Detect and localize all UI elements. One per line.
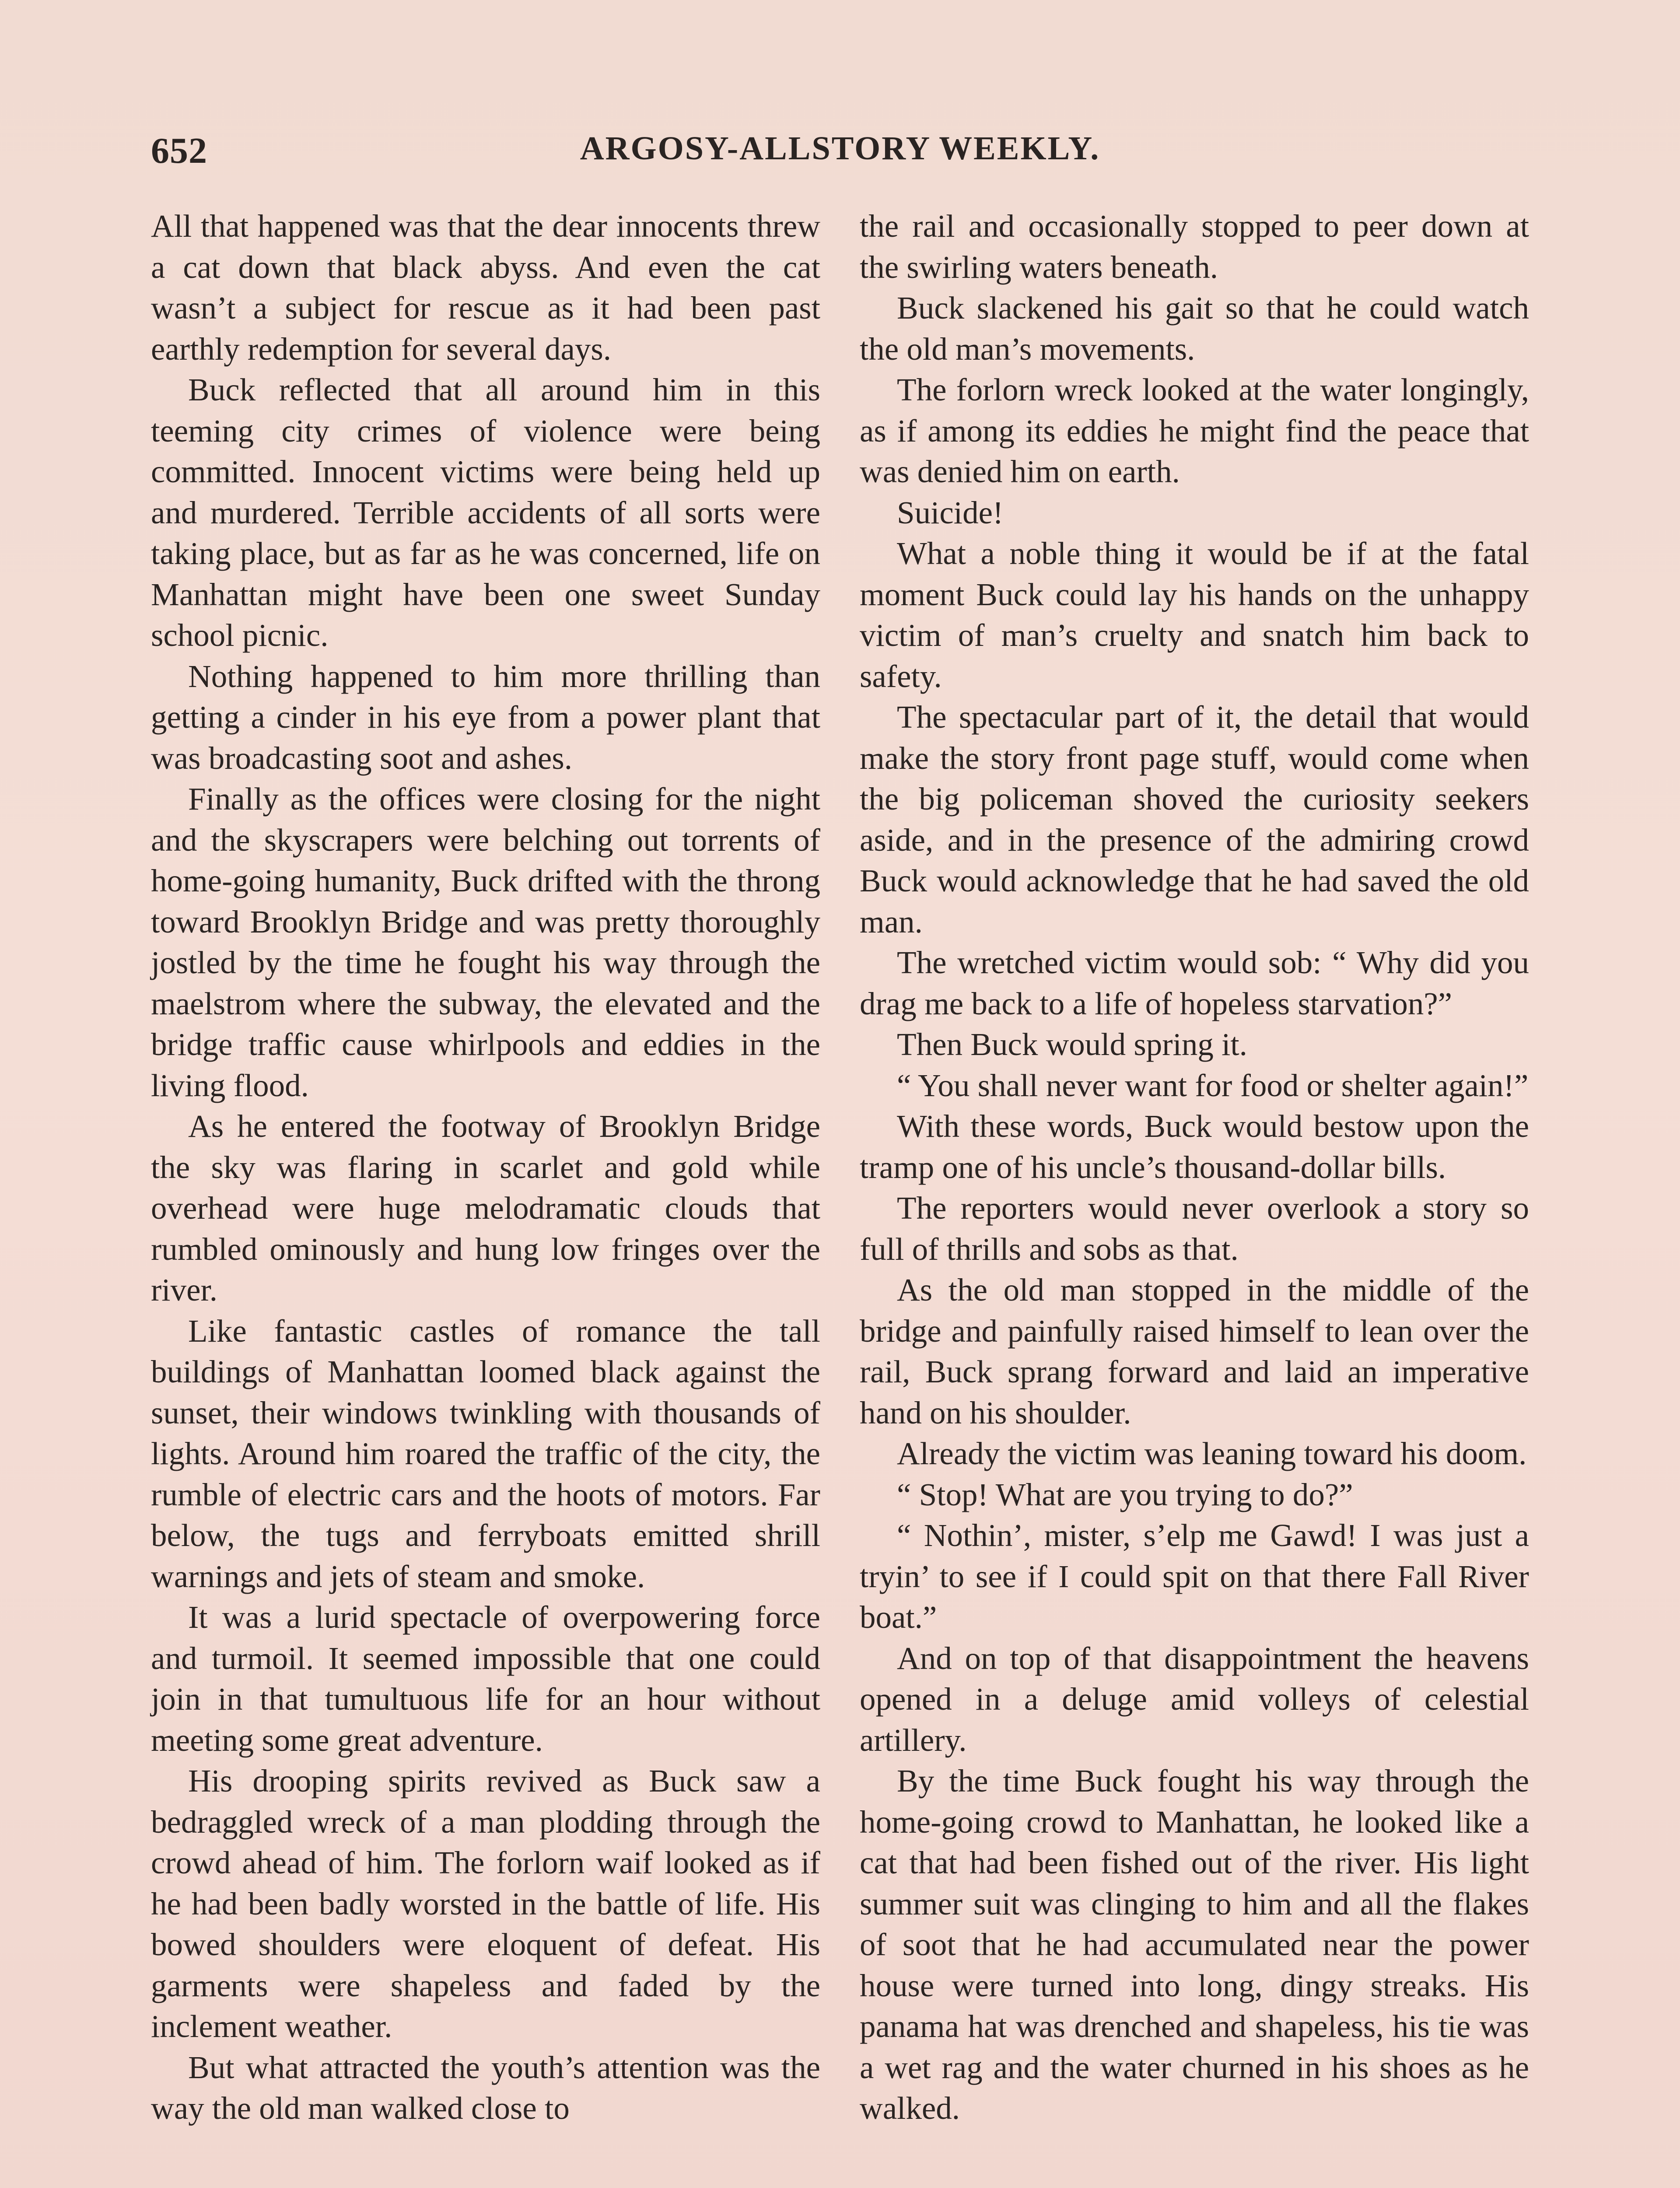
paragraph: What a noble thing it would be if at the fatal moment Buck could lay his hands on the unhappy victim of man’s cruelty and snatch him back to safety. xyxy=(860,536,1529,694)
paragraph: Then Buck would spring it. xyxy=(897,1027,1247,1062)
paragraph: The spectacular part of it, the detail that would make the story front page stuff, would come when the big policeman shoved the curiosity seekers aside, and in the presence of the admiring crowd Buck would acknowledge that he had saved the old man. xyxy=(860,699,1529,940)
paragraph: Buck slackened his gait so that he could watch the old man’s movements. xyxy=(860,290,1529,367)
paragraph: His drooping spirits revived as Buck saw a bedraggled wreck of a man plodding through the crowd ahead of him. The forlorn waif looked as if he had been badly worsted in the battle of life. His bowed shoulders were eloquent of defeat. His garments were shapeless and faded by the inclement weather. xyxy=(151,1763,820,2044)
page-number: 652 xyxy=(151,130,207,171)
paragraph: Suicide! xyxy=(897,494,1004,530)
paragraph: “ Stop! What are you trying to do?” xyxy=(897,1476,1353,1512)
left-column xyxy=(151,206,820,2129)
paragraph: Buck reflected that all around him in this teeming city crimes of violence were being committed. Innocent victims were being held up and murdered. Terrible accidents of all sorts were taking place, but as far as he was concerned, life on Manhattan might have been one sweet Sunday school picnic. xyxy=(151,372,820,653)
paragraph: With these words, Buck would bestow upon the tramp one of his uncle’s thousand-dollar bills. xyxy=(860,1108,1529,1185)
paragraph: All that happened was that the dear innocents threw a cat down that black abyss. And even the cat wasn’t a subject for rescue as it had been past earthly redemption for several days. xyxy=(151,208,820,367)
right-column xyxy=(860,206,1529,2129)
paragraph: Finally as the offices were closing for the night and the skyscrapers were belching out torrents of home-going humanity, Buck drifted with the throng toward Brooklyn Bridge and was pretty thoroughly jostled by the time he fought his way through the maelstrom where the subway, the elevated and the bridge traffic cause whirlpools and eddies in the living flood. xyxy=(151,781,820,1103)
paragraph: “ You shall never want for food or shelter again!” xyxy=(897,1067,1529,1103)
paragraph: the rail and occasionally stopped to peer down at the swirling waters beneath. xyxy=(860,208,1529,285)
paragraph: By the time Buck fought his way through the home-going crowd to Manhattan, he looked like a cat that had been fished out of the river. His light summer suit was clinging to him and all the flakes of soot that he had accumulated near the power house were turned into long, dingy streaks. His panama hat was drenched and shapeless, his tie was a wet rag and the water churned in his shoes as he walked. xyxy=(860,1763,1529,2126)
paragraph: As he entered the footway of Brooklyn Bridge the sky was flaring in scarlet and gold while overhead were huge melodramatic clouds that rumbled ominously and hung low fringes over the river. xyxy=(151,1108,820,1308)
paragraph: The wretched victim would sob: “ Why did you drag me back to a life of hopeless starvation?” xyxy=(860,945,1529,1021)
paragraph: It was a lurid spectacle of overpowering force and turmoil. It seemed impossible that one could join in that tumultuous life for an hour without meeting some great adventure. xyxy=(151,1599,820,1758)
paragraph: “ Nothin’, mister, s’elp me Gawd! I was just a tryin’ to see if I could spit on that there Fall River boat.” xyxy=(860,1518,1529,1635)
paragraph: As the old man stopped in the middle of the bridge and painfully raised himself to lean over the rail, Buck sprang forward and laid an imperative hand on his shoulder. xyxy=(860,1272,1529,1431)
paragraph: Already the victim was leaning toward his doom. xyxy=(897,1436,1527,1471)
paragraph: And on top of that disappointment the heavens opened in a deluge amid volleys of celestial artillery. xyxy=(860,1640,1529,1758)
paragraph: The reporters would never overlook a story so full of thrills and sobs as that. xyxy=(860,1190,1529,1267)
paragraph: Like fantastic castles of romance the tall buildings of Manhattan loomed black against the sunset, their windows twinkling with thousands of lights. Around him roared the traffic of the city, the rumble of electric cars and the hoots of motors. Far below, the tugs and ferryboats emitted shrill warnings and jets of steam and smoke. xyxy=(151,1313,820,1594)
paragraph: Nothing happened to him more thrilling than getting a cinder in his eye from a power plant that was broadcasting soot and ashes. xyxy=(151,658,820,776)
paragraph: But what attracted the youth’s attention was the way the old man walked close to xyxy=(151,2049,820,2126)
paragraph: The forlorn wreck looked at the water longingly, as if among its eddies he might find the peace that was denied him on earth. xyxy=(860,372,1529,489)
running-title: ARGOSY-ALLSTORY WEEKLY. xyxy=(580,130,1100,167)
